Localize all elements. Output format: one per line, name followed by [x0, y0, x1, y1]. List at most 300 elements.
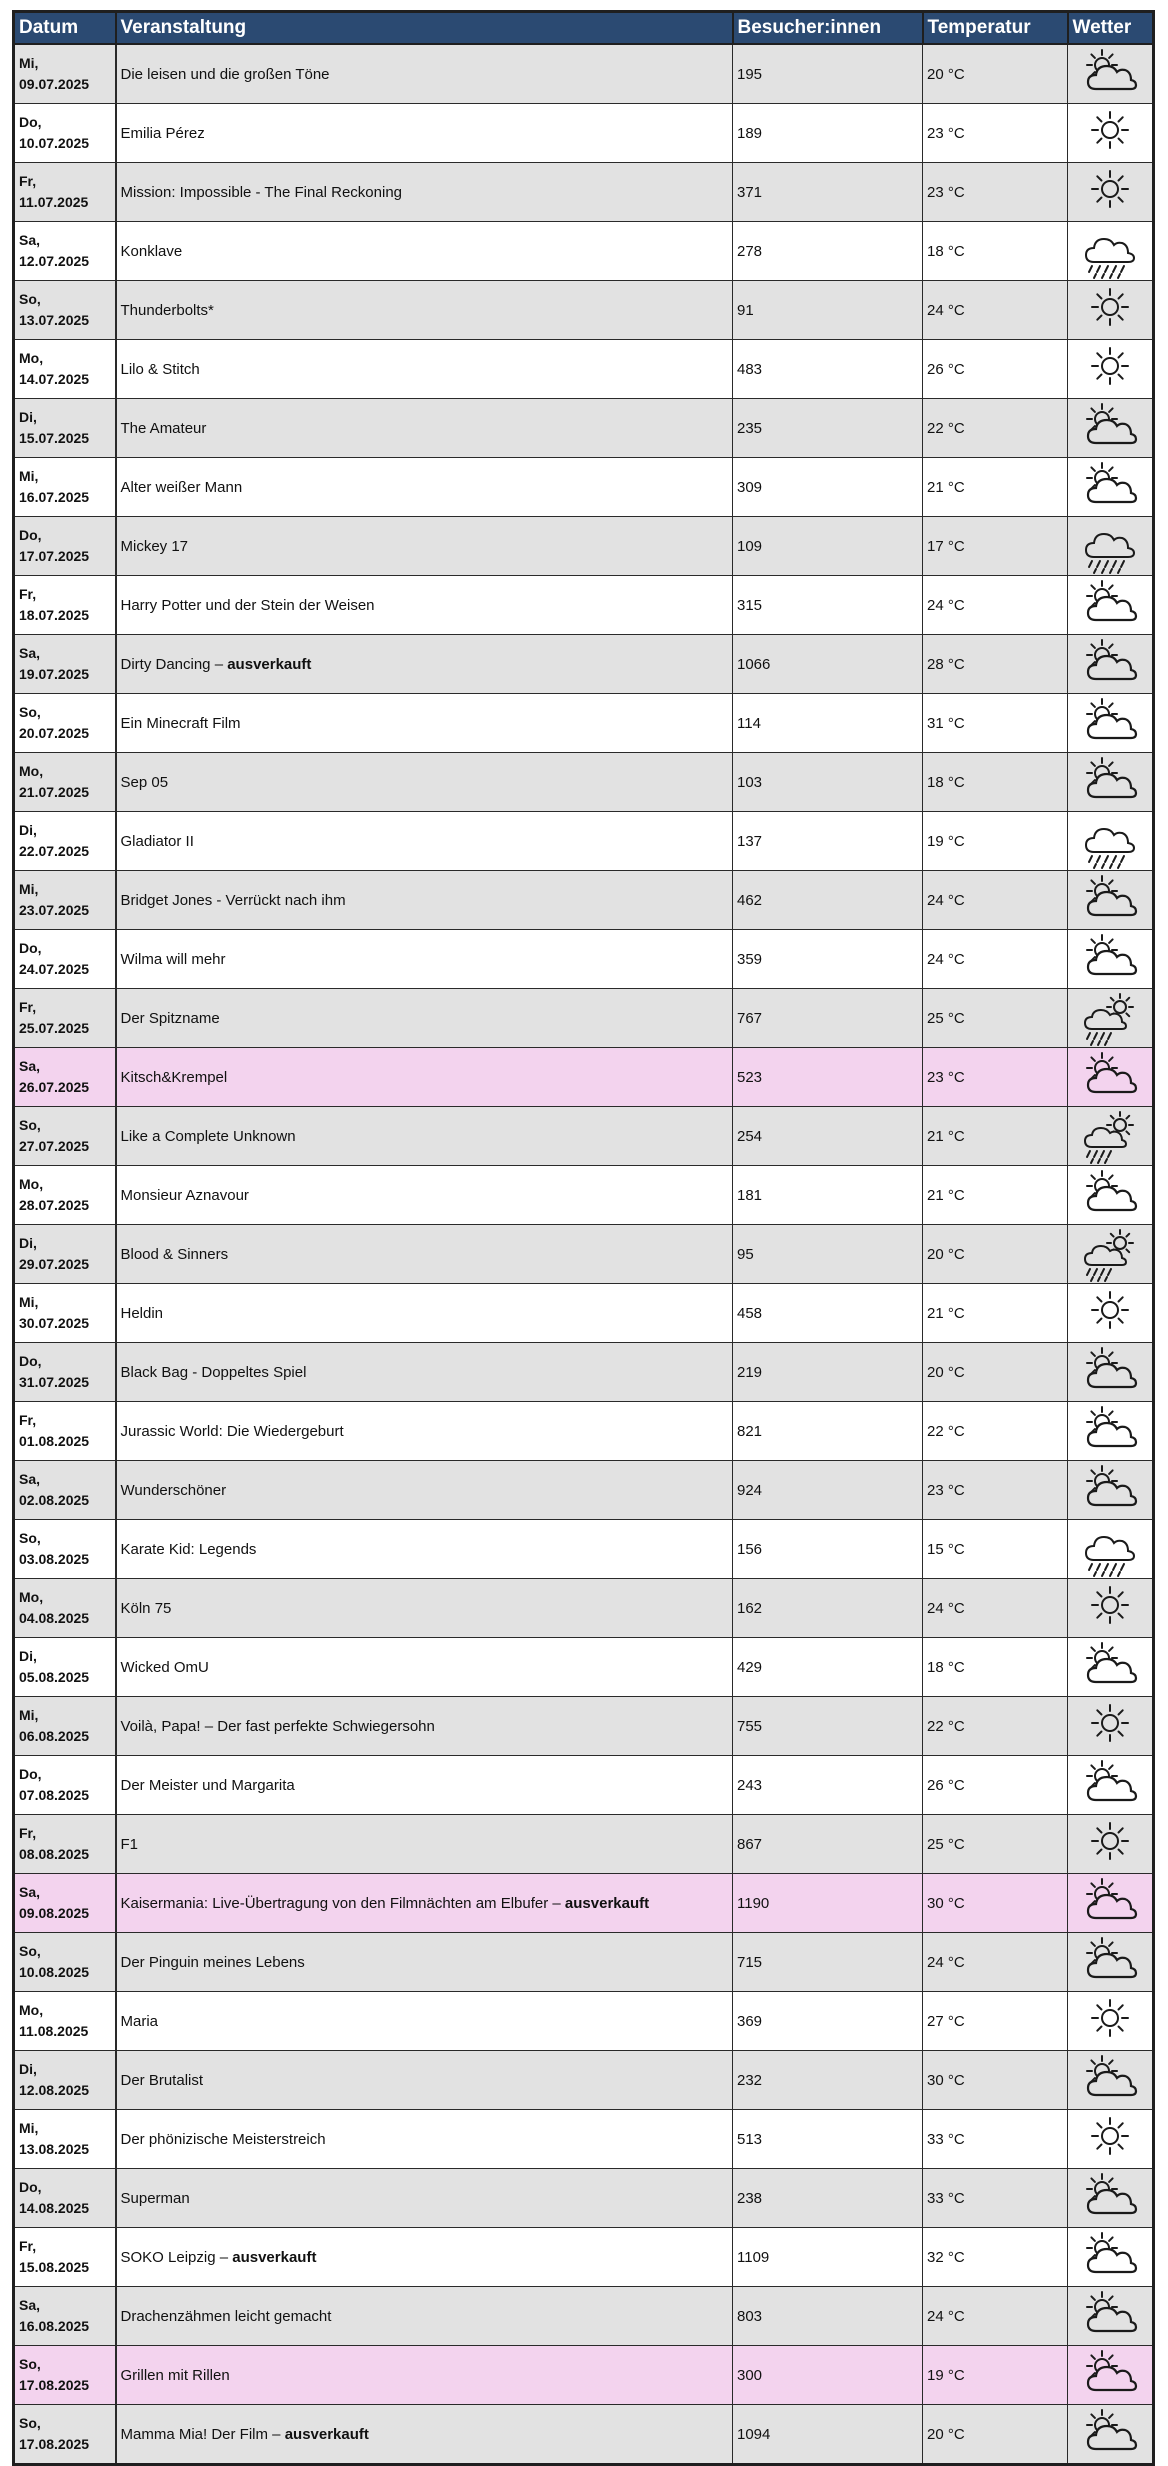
date-cell — [14, 1343, 116, 1402]
table-row — [14, 1992, 1154, 2051]
date-cell — [14, 1874, 116, 1933]
temperature-cell: 33 °C — [923, 2169, 1068, 2228]
visitors-cell: 95 — [733, 1225, 923, 1284]
event-cell — [116, 694, 733, 753]
event-cell — [116, 1048, 733, 1107]
event-cell — [116, 44, 733, 104]
event-cell — [116, 458, 733, 517]
date-cell — [14, 1048, 116, 1107]
date-cell — [14, 399, 116, 458]
event-cell — [116, 930, 733, 989]
events-table — [12, 10, 1155, 2466]
weekday: Do, — [19, 1353, 42, 1369]
date: 21.07.2025 — [19, 784, 90, 800]
visitors-cell: 238 — [733, 2169, 923, 2228]
partly-cloudy-icon — [1068, 1756, 1152, 1814]
event-title: Maria — [120, 2012, 159, 2030]
header-temperature: Temperatur — [923, 12, 1068, 45]
weather-cell — [1068, 1933, 1154, 1992]
sold-out-label: ausverkauft — [227, 655, 312, 673]
event-cell — [116, 1284, 733, 1343]
weekday: Fr, — [19, 999, 37, 1015]
table-row — [14, 1697, 1154, 1756]
visitors-cell: 924 — [733, 1461, 923, 1520]
temperature-cell: 25 °C — [923, 989, 1068, 1048]
table-row — [14, 2287, 1154, 2346]
weekday: Di, — [19, 822, 37, 838]
temperature-cell: 23 °C — [923, 163, 1068, 222]
date: 08.08.2025 — [19, 1846, 90, 1862]
date: 14.08.2025 — [19, 2200, 90, 2216]
table-row — [14, 517, 1154, 576]
weekday: Mi, — [19, 1707, 39, 1723]
event-title: Emilia Pérez — [120, 124, 205, 142]
event-title: Der Meister und Margarita — [120, 1776, 295, 1794]
visitors-cell: 1190 — [733, 1874, 923, 1933]
event-cell — [116, 1520, 733, 1579]
table-row — [14, 163, 1154, 222]
weather-cell — [1068, 1166, 1154, 1225]
visitors-cell: 1094 — [733, 2405, 923, 2465]
event-cell — [116, 1107, 733, 1166]
table-body — [14, 44, 1154, 2465]
weather-cell — [1068, 340, 1154, 399]
weekday: Sa, — [19, 1884, 41, 1900]
event-title: Black Bag - Doppeltes Spiel — [120, 1363, 307, 1381]
partly-cloudy-icon — [1068, 871, 1152, 929]
weather-cell — [1068, 753, 1154, 812]
weekday: Mo, — [19, 1589, 44, 1605]
partly-cloudy-icon — [1068, 458, 1152, 516]
table-row — [14, 1166, 1154, 1225]
temperature-cell: 24 °C — [923, 281, 1068, 340]
weather-cell — [1068, 576, 1154, 635]
event-title: Köln 75 — [120, 1599, 172, 1617]
weekday: Sa, — [19, 2297, 41, 2313]
visitors-cell: 181 — [733, 1166, 923, 1225]
event-cell: Dirty Dancing – ausverkauft — [116, 635, 733, 694]
date-cell — [14, 281, 116, 340]
table-row — [14, 1520, 1154, 1579]
sunny-icon — [1068, 281, 1152, 339]
date-cell — [14, 2110, 116, 2169]
partly-cloudy-icon — [1068, 2346, 1152, 2404]
weekday: Sa, — [19, 1471, 41, 1487]
table-row — [14, 1225, 1154, 1284]
date-cell — [14, 222, 116, 281]
event-title: Der Spitzname — [120, 1009, 220, 1027]
visitors-cell: 767 — [733, 989, 923, 1048]
date: 28.07.2025 — [19, 1197, 90, 1213]
event-title: Voilà, Papa! – Der fast perfekte Schwiegersohn — [120, 1717, 435, 1735]
event-cell — [116, 2169, 733, 2228]
weather-cell — [1068, 1756, 1154, 1815]
event-cell — [116, 753, 733, 812]
weather-cell — [1068, 635, 1154, 694]
weather-cell — [1068, 1579, 1154, 1638]
visitors-cell: 462 — [733, 871, 923, 930]
visitors-cell: 715 — [733, 1933, 923, 1992]
date: 17.08.2025 — [19, 2436, 90, 2452]
date-cell — [14, 1579, 116, 1638]
table-row — [14, 399, 1154, 458]
temperature-cell: 32 °C — [923, 2228, 1068, 2287]
weekday: Fr, — [19, 173, 37, 189]
date-cell — [14, 1225, 116, 1284]
event-title: Sep 05 — [120, 773, 169, 791]
event-cell — [116, 2051, 733, 2110]
temperature-cell: 26 °C — [923, 1756, 1068, 1815]
date-cell — [14, 2287, 116, 2346]
event-title: Bridget Jones - Verrückt nach ihm — [120, 891, 346, 909]
visitors-cell: 867 — [733, 1815, 923, 1874]
partly-cloudy-icon — [1068, 399, 1152, 457]
table-row — [14, 1284, 1154, 1343]
event-cell — [116, 1933, 733, 1992]
weather-cell — [1068, 1697, 1154, 1756]
table-row — [14, 989, 1154, 1048]
partly-cloudy-icon — [1068, 2405, 1152, 2463]
partly-cloudy-icon — [1068, 1874, 1152, 1932]
date: 22.07.2025 — [19, 843, 90, 859]
table-row — [14, 2051, 1154, 2110]
visitors-cell: 300 — [733, 2346, 923, 2405]
weather-cell — [1068, 2169, 1154, 2228]
event-title: SOKO Leipzig — [120, 2248, 220, 2266]
event-cell — [116, 2287, 733, 2346]
event-title: Der phönizische Meisterstreich — [120, 2130, 326, 2148]
date-cell — [14, 2405, 116, 2465]
temperature-cell: 24 °C — [923, 1579, 1068, 1638]
event-cell — [116, 399, 733, 458]
partly-cloudy-icon — [1068, 753, 1152, 811]
event-title: Superman — [120, 2189, 190, 2207]
event-title: Kitsch&Krempel — [120, 1068, 228, 1086]
weather-cell — [1068, 44, 1154, 104]
visitors-cell: 483 — [733, 340, 923, 399]
partly-cloudy-icon — [1068, 1166, 1152, 1224]
weekday: Sa, — [19, 232, 41, 248]
date: 10.07.2025 — [19, 135, 90, 151]
weekday: Mi, — [19, 881, 39, 897]
event-title: Ein Minecraft Film — [120, 714, 241, 732]
date-cell — [14, 812, 116, 871]
weekday: Sa, — [19, 1058, 41, 1074]
partly-cloudy-icon — [1068, 1402, 1152, 1460]
temperature-cell: 30 °C — [923, 2051, 1068, 2110]
partly-cloudy-icon — [1068, 694, 1152, 752]
visitors-cell: 309 — [733, 458, 923, 517]
weekday: Do, — [19, 527, 42, 543]
event-title: Gladiator II — [120, 832, 194, 850]
date: 10.08.2025 — [19, 1964, 90, 1980]
date: 05.08.2025 — [19, 1669, 90, 1685]
table-row — [14, 1461, 1154, 1520]
weekday: So, — [19, 1117, 41, 1133]
table-row — [14, 576, 1154, 635]
event-cell — [116, 1225, 733, 1284]
date: 02.08.2025 — [19, 1492, 90, 1508]
temperature-cell: 24 °C — [923, 871, 1068, 930]
header-visitors: Besucher:innen — [733, 12, 923, 45]
table-row — [14, 1933, 1154, 1992]
visitors-cell: 1066 — [733, 635, 923, 694]
visitors-cell: 359 — [733, 930, 923, 989]
date: 26.07.2025 — [19, 1079, 90, 1095]
table-row — [14, 2110, 1154, 2169]
date-cell — [14, 2051, 116, 2110]
weather-cell — [1068, 694, 1154, 753]
partly-cloudy-icon — [1068, 930, 1152, 988]
rain-icon — [1068, 222, 1152, 280]
weather-cell — [1068, 1638, 1154, 1697]
date-cell — [14, 1697, 116, 1756]
weekday: Sa, — [19, 645, 41, 661]
visitors-cell: 254 — [733, 1107, 923, 1166]
event-title: Mamma Mia! Der Film — [120, 2425, 273, 2443]
date-cell — [14, 1166, 116, 1225]
sunny-icon — [1068, 1992, 1152, 2050]
date-cell — [14, 989, 116, 1048]
event-cell — [116, 1697, 733, 1756]
weekday: Do, — [19, 940, 42, 956]
weekday: Mo, — [19, 350, 44, 366]
date-cell — [14, 871, 116, 930]
temperature-cell: 20 °C — [923, 44, 1068, 104]
weather-cell — [1068, 104, 1154, 163]
event-title: Wunderschöner — [120, 1481, 227, 1499]
visitors-cell: 103 — [733, 753, 923, 812]
date: 15.08.2025 — [19, 2259, 90, 2275]
event-cell — [116, 1461, 733, 1520]
visitors-cell: 137 — [733, 812, 923, 871]
event-title: The Amateur — [120, 419, 207, 437]
weekday: Fr, — [19, 2238, 37, 2254]
weekday: Di, — [19, 1235, 37, 1251]
temperature-cell: 19 °C — [923, 2346, 1068, 2405]
event-title: Thunderbolts* — [120, 301, 214, 319]
event-cell — [116, 576, 733, 635]
event-cell — [116, 1166, 733, 1225]
date: 30.07.2025 — [19, 1315, 90, 1331]
table-row — [14, 1638, 1154, 1697]
table-row — [14, 222, 1154, 281]
weekday: So, — [19, 2415, 41, 2431]
sun-showers-icon — [1068, 989, 1152, 1047]
date: 11.07.2025 — [19, 194, 89, 210]
weather-cell — [1068, 1284, 1154, 1343]
header-weather: Wetter — [1068, 12, 1154, 45]
date: 20.07.2025 — [19, 725, 90, 741]
visitors-cell: 523 — [733, 1048, 923, 1107]
weekday: Fr, — [19, 586, 37, 602]
event-title: Heldin — [120, 1304, 164, 1322]
date: 13.07.2025 — [19, 312, 90, 328]
event-title: Monsieur Aznavour — [120, 1186, 249, 1204]
table-row — [14, 871, 1154, 930]
sold-out-label: ausverkauft — [232, 2248, 317, 2266]
date: 31.07.2025 — [19, 1374, 90, 1390]
weather-cell — [1068, 1992, 1154, 2051]
visitors-cell: 821 — [733, 1402, 923, 1461]
date: 03.08.2025 — [19, 1551, 90, 1567]
event-cell — [116, 1815, 733, 1874]
weather-cell — [1068, 517, 1154, 576]
date-cell — [14, 1402, 116, 1461]
event-cell — [116, 1402, 733, 1461]
event-title: Konklave — [120, 242, 183, 260]
table-row — [14, 1343, 1154, 1402]
weekday: Mo, — [19, 2002, 44, 2018]
visitors-cell: 162 — [733, 1579, 923, 1638]
date-cell — [14, 1107, 116, 1166]
event-cell — [116, 340, 733, 399]
date-cell — [14, 753, 116, 812]
weather-cell — [1068, 2287, 1154, 2346]
table-row — [14, 2346, 1154, 2405]
weekday: Mi, — [19, 55, 39, 71]
table-row — [14, 281, 1154, 340]
temperature-cell: 28 °C — [923, 635, 1068, 694]
weather-cell — [1068, 1343, 1154, 1402]
visitors-cell: 458 — [733, 1284, 923, 1343]
temperature-cell: 21 °C — [923, 458, 1068, 517]
table-row — [14, 1107, 1154, 1166]
visitors-cell: 429 — [733, 1638, 923, 1697]
weather-cell — [1068, 2110, 1154, 2169]
visitors-cell: 156 — [733, 1520, 923, 1579]
visitors-cell: 513 — [733, 2110, 923, 2169]
date-cell — [14, 1933, 116, 1992]
visitors-cell: 109 — [733, 517, 923, 576]
partly-cloudy-icon — [1068, 1343, 1152, 1401]
visitors-cell: 315 — [733, 576, 923, 635]
rain-icon — [1068, 517, 1152, 575]
partly-cloudy-icon — [1068, 2228, 1152, 2286]
weather-cell — [1068, 2051, 1154, 2110]
weekday: Mo, — [19, 1176, 44, 1192]
weather-cell — [1068, 222, 1154, 281]
temperature-cell: 24 °C — [923, 1933, 1068, 1992]
temperature-cell: 23 °C — [923, 1048, 1068, 1107]
event-cell — [116, 163, 733, 222]
temperature-cell: 24 °C — [923, 930, 1068, 989]
sunny-icon — [1068, 104, 1152, 162]
visitors-cell: 189 — [733, 104, 923, 163]
table-row — [14, 1874, 1154, 1933]
table-row — [14, 2169, 1154, 2228]
weekday: Do, — [19, 114, 42, 130]
event-cell — [116, 1992, 733, 2051]
temperature-cell: 22 °C — [923, 1402, 1068, 1461]
event-cell: Mamma Mia! Der Film – ausverkauft — [116, 2405, 733, 2465]
table-row — [14, 1579, 1154, 1638]
date-cell — [14, 2228, 116, 2287]
date: 29.07.2025 — [19, 1256, 90, 1272]
header-event: Veranstaltung — [116, 12, 733, 45]
date-cell — [14, 2169, 116, 2228]
weekday: So, — [19, 1530, 41, 1546]
date: 12.08.2025 — [19, 2082, 90, 2098]
table-row — [14, 694, 1154, 753]
temperature-cell: 22 °C — [923, 399, 1068, 458]
partly-cloudy-icon — [1068, 576, 1152, 634]
table-row — [14, 1815, 1154, 1874]
temperature-cell: 20 °C — [923, 1225, 1068, 1284]
weather-cell — [1068, 1461, 1154, 1520]
weekday: So, — [19, 291, 41, 307]
event-title: Alter weißer Mann — [120, 478, 243, 496]
weekday: Mi, — [19, 2120, 39, 2136]
visitors-cell: 235 — [733, 399, 923, 458]
temperature-cell: 24 °C — [923, 576, 1068, 635]
weather-cell — [1068, 1402, 1154, 1461]
partly-cloudy-icon — [1068, 1638, 1152, 1696]
event-cell — [116, 281, 733, 340]
header-date: Datum — [14, 12, 116, 45]
weekday: Mi, — [19, 468, 39, 484]
event-cell — [116, 2110, 733, 2169]
table-row — [14, 1048, 1154, 1107]
sunny-icon — [1068, 1815, 1152, 1873]
event-title: Blood & Sinners — [120, 1245, 229, 1263]
weather-cell — [1068, 871, 1154, 930]
date: 25.07.2025 — [19, 1020, 90, 1036]
weather-cell — [1068, 1520, 1154, 1579]
visitors-cell: 371 — [733, 163, 923, 222]
weather-cell — [1068, 163, 1154, 222]
event-title: Der Pinguin meines Lebens — [120, 1953, 305, 1971]
temperature-cell: 19 °C — [923, 812, 1068, 871]
date: 15.07.2025 — [19, 430, 90, 446]
event-title: Grillen mit Rillen — [120, 2366, 230, 2384]
date: 13.08.2025 — [19, 2141, 90, 2157]
table-row — [14, 812, 1154, 871]
date-cell — [14, 930, 116, 989]
date-cell — [14, 1284, 116, 1343]
partly-cloudy-icon — [1068, 635, 1152, 693]
sunny-icon — [1068, 163, 1152, 221]
date: 16.07.2025 — [19, 489, 90, 505]
event-title: Drachenzähmen leicht gemacht — [120, 2307, 332, 2325]
rain-icon — [1068, 1520, 1152, 1578]
weekday: Fr, — [19, 1825, 37, 1841]
temperature-cell: 30 °C — [923, 1874, 1068, 1933]
date: 07.08.2025 — [19, 1787, 90, 1803]
event-title: F1 — [120, 1835, 139, 1853]
event-title: Lilo & Stitch — [120, 360, 200, 378]
partly-cloudy-icon — [1068, 2169, 1152, 2227]
temperature-cell: 18 °C — [923, 1638, 1068, 1697]
header-row — [14, 12, 1154, 45]
table-row — [14, 635, 1154, 694]
weekday: So, — [19, 704, 41, 720]
table-row — [14, 104, 1154, 163]
date: 11.08.2025 — [19, 2023, 89, 2039]
table-row — [14, 2405, 1154, 2465]
event-title: Mission: Impossible - The Final Reckoning — [120, 183, 403, 201]
table-row — [14, 2228, 1154, 2287]
temperature-cell: 22 °C — [923, 1697, 1068, 1756]
partly-cloudy-icon — [1068, 2051, 1152, 2109]
temperature-cell: 25 °C — [923, 1815, 1068, 1874]
date-cell — [14, 517, 116, 576]
visitors-cell: 114 — [733, 694, 923, 753]
date-cell — [14, 576, 116, 635]
date: 18.07.2025 — [19, 607, 90, 623]
visitors-cell: 219 — [733, 1343, 923, 1402]
date: 01.08.2025 — [19, 1433, 90, 1449]
